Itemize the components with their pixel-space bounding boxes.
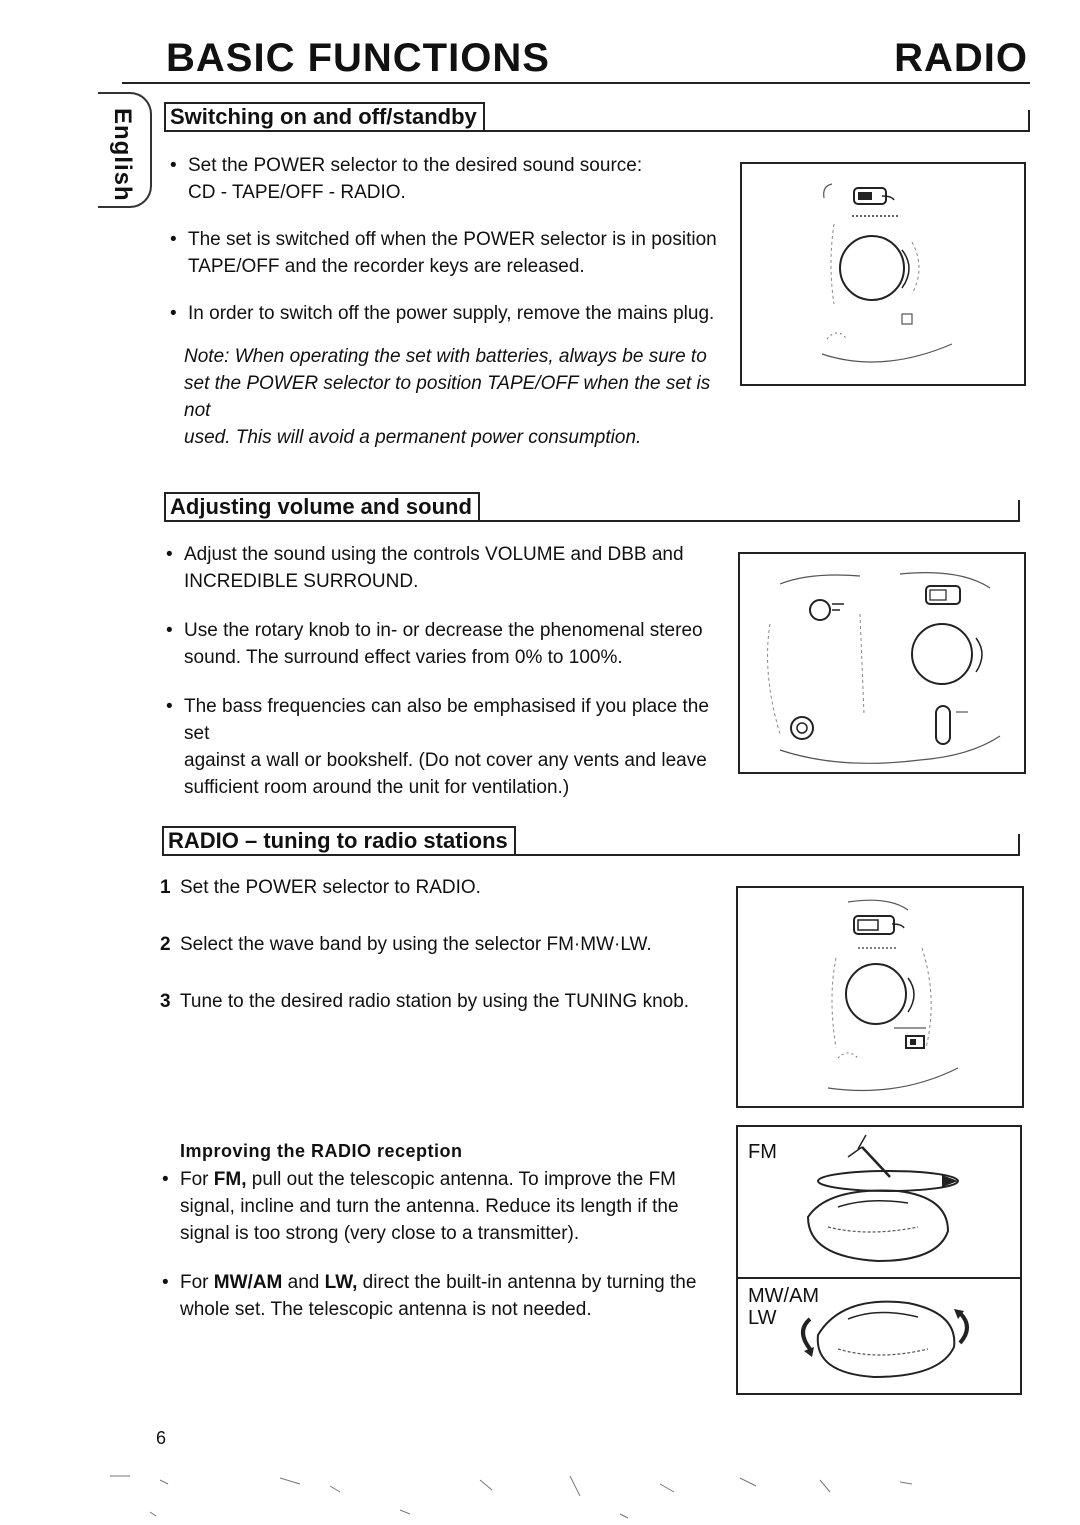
volume-controls-illustration [740,554,1024,772]
figure-fm-antenna [736,1125,1022,1279]
reception-text [158,1166,718,1323]
power-selector-illustration [742,164,1024,384]
list-item: • Use the rotary knob to in- or decrease the phenomenal stereo sound. The surround effect varies from 0% to 100%. [162,617,732,671]
step-item: 1 Set the POWER selector to RADIO. [160,877,481,898]
list-item: • Set the POWER selector to the desired sound source: CD - TAPE/OFF - RADIO. [166,152,726,206]
figure-power-selector [740,162,1026,386]
figure-volume-controls [738,552,1026,774]
radio-steps [158,874,718,1015]
list-item: • For MW/AM and LW, direct the built-in antenna by turning the whole set. The telescopic antenna is not needed. [158,1269,718,1323]
heading-standby-label: Switching on and off/standby [164,102,485,132]
scan-noise [100,1466,960,1522]
header-rule [122,82,1030,84]
note: Note: When operating the set with batteries, always be sure to set the POWER selector to position TAPE/OFF when the set is not used. This will avoid a permanent power consumption. [184,346,711,448]
page-title: BASIC FUNCTIONS [166,36,550,80]
mw-lw-label: MW/AM LW [748,1285,820,1329]
list-item: • Adjust the sound using the controls VOLUME and DBB and INCREDIBLE SURROUND. [162,541,732,595]
list-item: • The set is switched off when the POWER selector is in position TAPE/OFF and the recorder keys are released. [166,226,726,280]
step-item: 2 Select the wave band by using the selector FM·MW·LW. [160,934,652,955]
language-tab [98,92,152,208]
language-label: English [109,108,136,202]
section-heading-volume [164,492,1020,522]
list-item: • In order to switch off the power supply, remove the mains plug. [166,300,726,327]
standby-text [166,152,726,451]
list-item: • For FM, pull out the telescopic antenna. To improve the FM signal, incline and turn the antenna. Reduce its length if the signal is too strong (very close to a transmitter). [158,1166,718,1247]
section-heading-standby [164,102,1030,132]
subheading-reception: Improving the RADIO reception [180,1141,463,1161]
fm-antenna-illustration [738,1127,1020,1279]
tuning-illustration [738,888,1022,1106]
section-title-radio: RADIO [894,36,1028,80]
section-heading-radio [162,826,1020,856]
page-number: 6 [156,1428,167,1448]
heading-volume-label: Adjusting volume and sound [164,492,480,522]
fm-label: FM [748,1141,777,1163]
volume-text [162,541,732,801]
figure-mw-lw [736,1277,1022,1395]
step-item: 3 Tune to the desired radio station by using the TUNING knob. [160,991,690,1012]
list-item: • The bass frequencies can also be emphasised if you place the set against a wall or bookshelf. (Do not cover any vents and leave sufficient room around the unit for ventilation.) [162,693,732,801]
heading-radio-label: RADIO – tuning to radio stations [162,826,516,856]
figure-tuning [736,886,1024,1108]
